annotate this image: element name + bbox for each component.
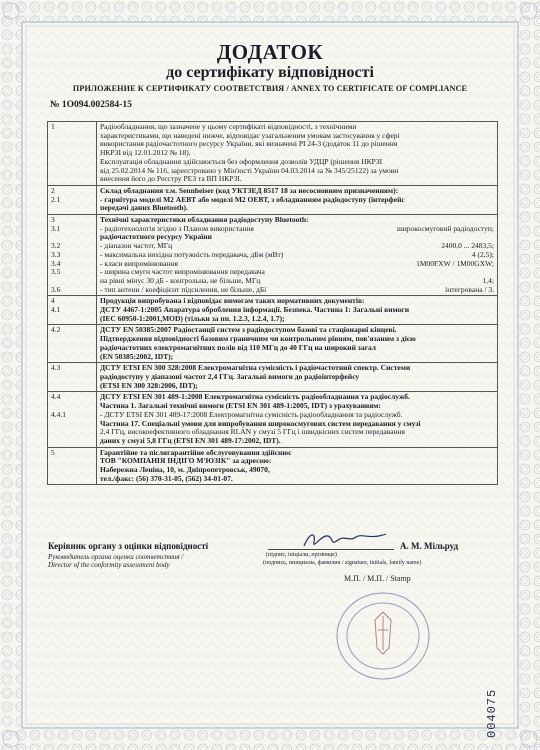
text-line (100, 457, 494, 466)
clause-number: 2.1 (51, 195, 61, 204)
row-text-cell (97, 392, 498, 447)
table-row (48, 122, 498, 186)
row-number-cell (48, 392, 97, 447)
text-line (100, 123, 494, 132)
row-text-cell (97, 363, 498, 392)
table-row (48, 363, 498, 392)
text-line-content: передачі даних Bluetooth). (100, 204, 188, 213)
text-line (100, 428, 494, 437)
text-line (100, 277, 494, 286)
stamp-label: М.П. / М.П. / Stamp (344, 574, 411, 583)
row-number-cell (48, 296, 97, 325)
official-seal-stamp (334, 590, 432, 682)
text-line-content: Радіообладнання, що зазначене у цьому сертифікаті відповідності, з технічними (100, 123, 357, 131)
text-line-content: Склад обладнання т.м. Sennheiser (код УКТЗЕД 8517 18 за несосновним призначенням): (100, 186, 399, 195)
row-number-cell (48, 215, 97, 296)
signatory-name: А. М. Мільруд (400, 541, 459, 551)
clause-number: 3.6 (51, 285, 61, 294)
text-line (100, 175, 494, 184)
document-subtitle: до сертифікату відповідності (166, 64, 374, 81)
text-line-content: - ширина смуги частот випромінювання передавача (100, 268, 265, 277)
text-line (100, 132, 494, 141)
text-line-content: ТОВ "КОМПАНІЯ ІНДІГО М'ЮЗІК" за адресою: (100, 457, 272, 466)
table-row (48, 185, 498, 214)
text-line-content: ДСТУ 4467-1:2005 Апаратура оброблення інформації. Безпека. Частина 1: Загальні вимоги (100, 306, 410, 315)
clause-number (51, 402, 93, 411)
signature-line (268, 549, 394, 550)
text-line (100, 286, 494, 295)
text-line (100, 335, 494, 344)
clause-number: 3.1 (51, 224, 61, 233)
text-line-content: Частина 1. Загальні технічні вимоги (ETSI EN 301 489-1:2005, IDT) з урахуванням: (100, 402, 381, 411)
text-line (100, 475, 494, 484)
text-line-content: радіодоступу у діапазоні частот 2,4 ГГц. Загальні вимоги до радіоінтерфейсу (100, 372, 360, 381)
text-line (100, 306, 494, 315)
text-line-content: Підтвердження відповідності базовим граничним чи контрольним рівням, пов'язаним з дією (100, 335, 416, 344)
clause-number: 4.4.1 (51, 410, 66, 419)
clause-number: 4.3 (51, 364, 61, 373)
text-line-content: тел./факс: (56) 370-31-05, (562) 34-01-07. (100, 474, 233, 483)
document-translation-title: ПРИЛОЖЕНИЕ К СЕРТИФИКАТУ СООТВЕТСТВИЯ / ANNEX TO CERTIFICATE OF COMPLIANCE (72, 84, 468, 93)
text-line (100, 242, 494, 251)
text-line-content: - діапазон частот, МГц (100, 242, 173, 251)
text-line-content: використання радіочастотного ресурсу України, які визначені РІ 24-3 (додаток 11 до рішення (100, 140, 398, 149)
table-row (48, 447, 498, 485)
clause-number: 3.3 (51, 250, 61, 259)
clause-number: 4 (51, 297, 55, 306)
clause-number: 5 (51, 448, 55, 457)
clause-number: 3.2 (51, 242, 61, 251)
text-line (100, 260, 494, 269)
value-cell: 2400,0 ... 2483,5; (441, 242, 494, 251)
value-cell: широкосмуговий радіодоступ; (396, 224, 494, 233)
text-line-content: НКРЗІ від 12.01.2012 № 18). (100, 149, 191, 158)
clause-number: 4.4 (51, 393, 61, 402)
text-line (100, 420, 494, 429)
table-row (48, 215, 498, 296)
text-line-content: характеристиками, що наведені нижче, відповідає узагальненим умовам застосування у сфері (100, 131, 400, 140)
text-line (100, 382, 494, 391)
row-number-cell (48, 363, 97, 392)
text-line-content: від 25.02.2014 № 116, зареєстровано у Мін'юсті України 04.03.2014 за № 345/25122) за умови (100, 166, 399, 175)
text-line (100, 315, 494, 324)
text-line-content: ДСТУ EN 50385:2007 Радіостанції систем з радіодоступом базові та стаціонарні кінцеві. (100, 326, 397, 335)
annex-table (47, 121, 498, 485)
text-line (100, 167, 494, 176)
text-line (100, 411, 494, 420)
clause-number: 4.1 (51, 306, 61, 315)
text-line-content: радіочастотного ресурсу України (100, 233, 212, 242)
text-line (100, 187, 494, 196)
text-line-content: ДСТУ ETSI EN 300 328:2008 Електромагнітна сумісність і радіочастотний спектр. Системи (100, 364, 411, 373)
text-line-content: 2,4 ГГц, високоефективного обладнання RLAN у смузі 5 ГГц і швидкісних систем передавання (100, 428, 405, 437)
text-line (100, 364, 494, 373)
text-line (100, 140, 494, 149)
table-row (48, 296, 498, 325)
row-text-cell (97, 122, 498, 186)
text-line (100, 268, 494, 277)
text-line-content: Експлуатація обладнання здійснюється без оформлення дозволів УДЦР (рішення НКРЗІ (100, 157, 383, 166)
text-line (100, 216, 494, 225)
text-line (100, 466, 494, 475)
text-line-content: Продукція випробувана і відповідає вимогам таких нормативних документів: (100, 297, 365, 306)
row-text-cell (97, 296, 498, 325)
text-line (100, 402, 494, 411)
row-text-cell (97, 215, 498, 296)
text-line (100, 297, 494, 306)
text-line-content: - тип антени / коефіцієнт підсилення, не більше, дБі (100, 285, 267, 294)
text-line-content: - класи випромінювання (100, 259, 178, 268)
text-line (100, 158, 494, 167)
text-line (100, 393, 494, 402)
signatory-title-en: Director of the conformity assessment body (48, 561, 170, 569)
text-line (100, 449, 494, 458)
row-number-cell (48, 325, 97, 363)
row-number-cell (48, 185, 97, 214)
text-line-content: Набережна Леніна, 10, м. Дніпропетровськ, 49070, (100, 466, 270, 475)
row-text-cell (97, 325, 498, 363)
text-line-content: ДСТУ ETSI EN 301 489-1:2008 Електромагнітна сумісність радіообладнання та радіослужб. (100, 393, 410, 402)
clause-number: 2 (51, 186, 55, 195)
row-number-cell (48, 122, 97, 186)
text-line-content: Гарантійне та післягарантійне обслуговування здійснює (100, 448, 292, 457)
clause-number: 3.5 (51, 268, 61, 277)
text-line-content: - максимальна вихідна потужність передавача, дБм (мВт) (100, 250, 284, 259)
signatory-title: Керівник органу з оцінки відповідності (48, 541, 209, 551)
table-row (48, 392, 498, 447)
clause-number: 3 (51, 216, 55, 225)
signature-caption: (підпис, ініціали, прізвище) (266, 552, 337, 558)
text-line-content: - ДСТУ ETSI EN 301 489-17:2008 Електромагнітна сумісність радіообладнання та радіослужб. (100, 410, 403, 419)
clause-number: 3.4 (51, 259, 61, 268)
document-number: № 1О094.002584-15 (50, 100, 132, 110)
value-cell: 1M00FXW / 1M00GXW; (416, 259, 494, 268)
signatory-title-ru: Руководитель органа оценки соответствия / (48, 553, 184, 561)
serial-number (480, 660, 502, 740)
text-line (100, 149, 494, 158)
text-line-content: внесення його до Реєстру РЕЗ та ВП НКРЗІ. (100, 175, 242, 184)
value-cell: інтегрована / 3. (445, 285, 494, 294)
text-line-content: даних у смузі 5,8 ГГц (ETSI EN 301 489-17:2002, IDT). (100, 436, 281, 445)
clause-number: 1 (51, 123, 55, 131)
text-line (100, 251, 494, 260)
text-line (100, 373, 494, 382)
text-line-content: (EN 50385:2002, IDT); (100, 352, 174, 361)
text-line-content: (ETSI EN 300 328:2006, IDT); (100, 381, 198, 390)
value-cell: 1,4; (482, 276, 494, 285)
text-line-content: - гарнітура моделі М2 АЕВТ або моделі М2 ОЕВТ, з обладнанням радіодоступу (інтерфейс (100, 195, 405, 204)
text-line-content: - радіотехнологія згідно з Планом використання (100, 224, 254, 233)
clause-number (51, 277, 93, 286)
row-text-cell (97, 185, 498, 214)
text-line (100, 225, 494, 234)
text-line (100, 344, 494, 353)
svg-text:004075: 004075 (485, 688, 499, 738)
text-line-content: Технічні характеристики обладнання радіодоступу Bluetooth: (100, 216, 309, 225)
row-number-cell (48, 447, 97, 485)
signature-caption-ru: (подпись, инициалы, фамилия / signature, initials, family name) (263, 560, 422, 566)
text-line-content: (IEC 60950-1:2001,MOD) (тільки за пп. 1.2.3, 1.2.4, 1.7); (100, 314, 285, 323)
text-line-content: радіочастотних електромагнітних полів від 110 МГц до 40 ГГц на широкий загал (100, 343, 376, 352)
text-line-content: Частина 17. Спеціальні умови для випробування широкосмугових систем передавання у смузі (100, 419, 421, 428)
text-line-content: на рівні мінус 30 дБ - контрольна, не більше, МГц (100, 276, 261, 285)
clause-number (51, 233, 93, 242)
text-line (100, 437, 494, 446)
text-line (100, 353, 494, 362)
row-text-cell (97, 447, 498, 485)
text-line (100, 204, 494, 213)
document-title: ДОДАТОК (216, 40, 324, 64)
text-line (100, 233, 494, 242)
text-line (100, 196, 494, 205)
table-row (48, 325, 498, 363)
text-line (100, 326, 494, 335)
clause-number: 4.2 (51, 326, 61, 335)
value-cell: 4 (2,5); (471, 250, 494, 259)
